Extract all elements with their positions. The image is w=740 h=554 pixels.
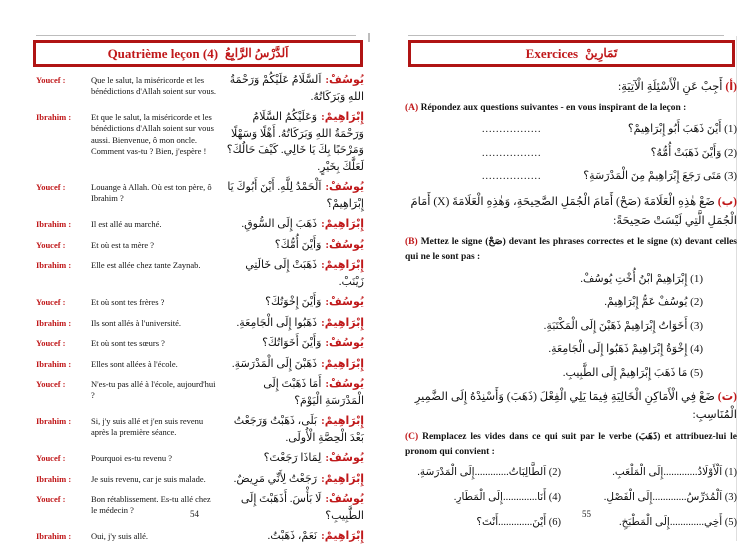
dialogue-arabic-text: يُوسُفْ:لَا بَأْسَ. أَذَهَبْتَ إِلَى الطَّبِيبِ؟ — [240, 493, 364, 522]
fill-blank-item: (4) أَنَا.............إِلَى الْمَطَارِ. — [453, 492, 561, 504]
dialogue-row — [36, 237, 364, 254]
speaker-label-arabic: يُوسُفْ: — [325, 378, 364, 390]
speaker-label-arabic: يُوسُفْ: — [325, 337, 364, 349]
exercise-c-instruction-french: (C) Remplacez les vides dans ce qui suit par le verbe (ذَهَبَ) et attribuez-lui le pronom qui convient : — [405, 431, 738, 458]
lesson-title-french: Quatrième leçon (4) — [107, 45, 219, 61]
statement-item: (1) إِبْرَاهِيمْ ابْنُ أُخْتِ يُوسُفْ. — [580, 272, 703, 285]
dialogue-row — [36, 72, 364, 105]
dialogue-row — [36, 491, 364, 524]
speaker-label-arabic: يُوسُفْ: — [325, 296, 364, 308]
page-gutter-mark — [368, 33, 370, 42]
exercise-b-heading-arabic: (ب) ضَعْ هٰذِهِ الْعَلَامَةَ (صَحْ) أَمَامَ الْجُمَلِ الصَّحِيحَةِ، وَهٰذِهِ الْعَلَامَةَ (X) أَمَامَ الْجُمَلِ الَّتِي لَيْسَتْ صَحِيحَةً: — [410, 196, 737, 227]
dialogue-french-text: Bon rétablissement. Es-tu allé chez le médecin ? — [91, 494, 211, 516]
statement-item: (2) يُوسُفْ عَمُّ إِبْرَاهِيمْ. — [604, 296, 703, 309]
fill-blank: ............. — [498, 517, 533, 529]
fill-blank: ............. — [652, 492, 687, 504]
dialogue-arabic-text: إِبْرَاهِيمْ:بَلَى، ذَهَبْتُ وَرَجَعْتُ بَعْدَ الْحِصَّةِ الْأُولَى. — [233, 415, 364, 444]
dialogue-row — [36, 216, 364, 233]
exercise-a-questions — [482, 122, 737, 186]
dialogue-french-text: Il est allé au marché. — [91, 219, 162, 229]
exercise-c-heading-arabic: (ت) ضَعْ فِي الْأَمَاكِنِ الْخَالِيَةِ فِيمَا يَلِي الْفِعْلَ (ذَهَبَ) وَأَسْنِدْهُ إِلَى الضَّمِيرِ الْمُنَاسِبِ: — [414, 391, 737, 422]
dialogue-arabic-text: إِبْرَاهِيمْ:ذَهَبْنَ إِلَى الْمَدْرَسَةِ. — [231, 357, 364, 370]
dialogue-french-text: Oui, j'y suis allé. — [91, 531, 149, 541]
answer-blank: ................. — [482, 123, 542, 135]
exercises-content — [405, 78, 737, 528]
dialogue-row — [36, 413, 364, 446]
statement-item: (3) أَخَوَاتُ إِبْرَاهِيمْ ذَهَبْنَ إِلَى الْمَكْتَبَةِ. — [543, 319, 703, 332]
dialogue-arabic-text: إِبْرَاهِيمْ:وَعَلَيْكُمُ السَّلَامُ وَرَحْمَةُ اللهِ وَبَرَكَاتُهُ. أَهْلًا وَسَهْلًا وَمَرْحَبًا بِكَ يَا خَالِي. كَيْفَ حَالُكَ؟ لَعَلَّكَ بِخَيْرٍ. — [226, 111, 364, 173]
dialogue-row — [36, 109, 364, 175]
speaker-label-arabic: يُوسُفْ: — [325, 493, 364, 505]
statement-item: (4) إِخْوَةُ إِبْرَاهِيمْ ذَهَبُوا إِلَى الْجَامِعَةِ. — [548, 343, 703, 356]
speaker-label-french: Ibrahim : — [36, 473, 72, 484]
speaker-label-french: Ibrahim : — [36, 317, 72, 328]
dialogue-french-text: Je suis revenu, car je suis malade. — [91, 473, 206, 484]
dialogue-row — [36, 179, 364, 212]
dialogue-arabic-text: إِبْرَاهِيمْ:ذَهَبَ إِلَى السُّوقِ. — [241, 218, 364, 230]
speaker-label-french: Ibrahim : — [36, 112, 72, 122]
exercises-title-box — [408, 40, 735, 67]
lesson-title-box — [33, 40, 363, 67]
answer-blank: ................. — [482, 171, 542, 183]
dialogue-french-text: Elle est allée chez tante Zaynab. — [91, 260, 201, 270]
dialogue-row — [36, 257, 364, 290]
dialogue-french-text: Pourquoi es-tu revenu ? — [91, 453, 172, 463]
answer-blank: ................. — [482, 147, 542, 159]
dialogue-french-text: Ils sont allés à l'université. — [91, 317, 182, 328]
question-text: (3) مَتَى رَجَعَ إِبْرَاهِيمْ مِنَ الْمَدْرَسَةِ؟ — [583, 170, 737, 183]
speaker-label-arabic: إِبْرَاهِيمْ: — [321, 316, 364, 329]
dialogue-row — [36, 471, 364, 488]
speaker-label-french: Youcef : — [36, 453, 66, 463]
dialogue-row — [36, 294, 364, 311]
speaker-label-french: Youcef : — [36, 75, 66, 85]
exercises-title-french: Exercices — [525, 45, 579, 61]
question-row — [482, 169, 737, 185]
question-row — [482, 122, 737, 138]
speaker-label-french: Ibrahim : — [36, 531, 72, 541]
fill-blank-item: (1) اَلْأَوْلَادُ.............إِلَى الْمَلْعَبِ. — [612, 467, 737, 479]
page-number-left: 54 — [190, 509, 199, 519]
dialogue-french-text: Que le salut, la miséricorde et les bénédictions d'Allah soient sur vous. — [91, 75, 217, 97]
speaker-label-french: Youcef : — [36, 379, 66, 389]
lesson-title-arabic: اَلدَّرْسُ الرَّابِعُ — [225, 46, 289, 60]
dialogue-table — [36, 72, 364, 549]
fill-blank-item: (3) اَلْمُدَرِّسُ.............إِلَى الْفَصْلِ. — [603, 492, 737, 504]
speaker-label-arabic: إِبْرَاهِيمْ: — [321, 111, 364, 123]
exercise-b-instruction-french: (B) Mettez le signe (صَحْ) devant les phrases correctes et le signe (x) devant celles qui ne le sont pas : — [405, 237, 737, 263]
speaker-label-french: Youcef : — [36, 338, 66, 348]
speaker-label-arabic: يُوسُفْ: — [325, 74, 364, 86]
dialogue-row — [36, 450, 364, 467]
dialogue-arabic-text: يُوسُفْ:لِمَاذَا رَجَعْتَ؟ — [263, 452, 364, 464]
dialogue-arabic-text: يُوسُفْ:وَأَيْنَ أُمُّكَ؟ — [274, 238, 364, 251]
dialogue-french-text: Elles sont allées à l'école. — [91, 358, 178, 369]
fill-blank: ............. — [663, 467, 698, 479]
speaker-label-arabic: إِبْرَاهِيمْ: — [321, 530, 364, 542]
speaker-label-french: Ibrahim : — [36, 219, 72, 229]
speaker-label-french: Youcef : — [36, 297, 66, 307]
dialogue-arabic-text: إِبْرَاهِيمْ:رَجَعْتُ لِأَنِّي مَرِيضٌ. — [233, 472, 364, 485]
dialogue-row — [36, 528, 364, 545]
speaker-label-arabic: إِبْرَاهِيمْ: — [321, 218, 364, 230]
dialogue-french-text: Et que le salut, la miséricorde et les bénédictions d'Allah soient sur vous aussi. Bienvenue, ô mon oncle. Comment vas-tu ? Bien, j'espère ! — [91, 112, 214, 157]
question-row — [482, 146, 737, 162]
exercise-a-heading-arabic: (أ) أَجِبْ عَنِ الْأَسْئِلَةِ الْآتِيَةِ: — [618, 81, 737, 93]
speaker-label-french: Youcef : — [36, 182, 66, 192]
dialogue-french-text: Louange à Allah. Où est ton père, ô Ibrahim ? — [91, 182, 212, 204]
fill-blank-item: (5) أَخِي.............إِلَى الْمَطْبَخِ. — [618, 517, 737, 529]
fill-blank-item: (2) اَلطَّالِبَاتُ.............إِلَى الْمَدْرَسَةِ. — [417, 467, 561, 479]
dialogue-arabic-text: إِبْرَاهِيمْ:نَعَمْ، ذَهَبْتُ. — [267, 530, 364, 542]
dialogue-arabic-text: يُوسُفْ:اَلْحَمْدُ لِلَّهِ. أَيْنَ أَبُوكَ يَا إِبْرَاهِيمْ؟ — [227, 181, 364, 210]
right-page-top-edge — [408, 35, 724, 36]
speaker-label-french: Youcef : — [36, 494, 66, 504]
speaker-label-arabic: يُوسُفْ: — [325, 452, 364, 464]
speaker-label-french: Ibrahim : — [36, 416, 72, 426]
dialogue-arabic-text: يُوسُفْ:أَمَا ذَهَبْتَ إِلَى الْمَدْرَسَةِ الْيَوْمَ؟ — [263, 378, 364, 407]
dialogue-french-text: N'es-tu pas allé à l'école, aujourd'hui ? — [91, 379, 216, 401]
dialogue-row — [36, 315, 364, 332]
speaker-label-arabic: يُوسُفْ: — [325, 181, 364, 193]
dialogue-row — [36, 335, 364, 352]
dialogue-arabic-text: يُوسُفْ:وَأَيْنَ إِخْوَتُكَ؟ — [265, 296, 364, 308]
page-number-right: 55 — [582, 509, 591, 519]
speaker-label-french: Ibrahim : — [36, 260, 72, 270]
speaker-label-arabic: إِبْرَاهِيمْ: — [321, 415, 364, 427]
dialogue-arabic-text: إِبْرَاهِيمْ:ذَهَبَتْ إِلَى خَالَتِي زَيْنَبْ. — [245, 259, 364, 288]
dialogue-arabic-text: يُوسُفْ:اَلسَّلَامُ عَلَيْكُمْ وَرَحْمَةُ اللهِ وَبَرَكَاتُهُ. — [229, 74, 364, 103]
dialogue-row — [36, 356, 364, 373]
fill-blank: ............. — [502, 492, 538, 504]
dialogue-french-text: Et où sont tes frères ? — [91, 297, 165, 307]
speaker-label-french: Ibrahim : — [36, 358, 72, 369]
left-page-top-edge — [36, 35, 356, 36]
fill-blank: ............. — [669, 517, 704, 529]
speaker-label-arabic: إِبْرَاهِيمْ: — [321, 472, 364, 485]
dialogue-arabic-text: يُوسُفْ:وَأَيْنَ أَخَوَاتُكَ؟ — [262, 337, 364, 349]
dialogue-row — [36, 376, 364, 409]
speaker-label-french: Youcef : — [36, 239, 66, 250]
dialogue-french-text: Et où est ta mère ? — [91, 239, 155, 250]
speaker-label-arabic: يُوسُفْ: — [325, 238, 364, 251]
dialogue-french-text: Et où sont tes sœurs ? — [91, 338, 165, 348]
fill-blank: ............. — [474, 467, 509, 479]
speaker-label-arabic: إِبْرَاهِيمْ: — [321, 357, 364, 370]
dialogue-arabic-text: إِبْرَاهِيمْ:ذَهَبُوا إِلَى الْجَامِعَةِ. — [236, 316, 364, 329]
exercise-b-items — [405, 271, 703, 382]
exercises-title-arabic: تَمَارِينْ — [585, 46, 618, 60]
statement-item: (5) مَا ذَهَبَ إِبْرَاهِيمْ إِلَى الطَّبِيبِ. — [562, 366, 703, 379]
question-text: (2) وَأَيْنَ ذَهَبَتْ أُمُّهُ؟ — [650, 146, 737, 159]
speaker-label-arabic: إِبْرَاهِيمْ: — [321, 259, 364, 271]
exercise-a-instruction-french: (A) Répondez aux questions suivantes - en vous inspirant de la leçon : — [405, 103, 687, 114]
dialogue-french-text: Si, j'y suis allé et j'en suis revenu après la première séance. — [91, 416, 204, 438]
question-text: (1) أَيْنَ ذَهَبَ أَبُو إِبْرَاهِيمْ؟ — [627, 122, 737, 135]
fill-blank-item: (6) أَيْنَ.............أَنْتَ؟ — [476, 517, 561, 529]
exercise-c-items — [405, 466, 737, 528]
